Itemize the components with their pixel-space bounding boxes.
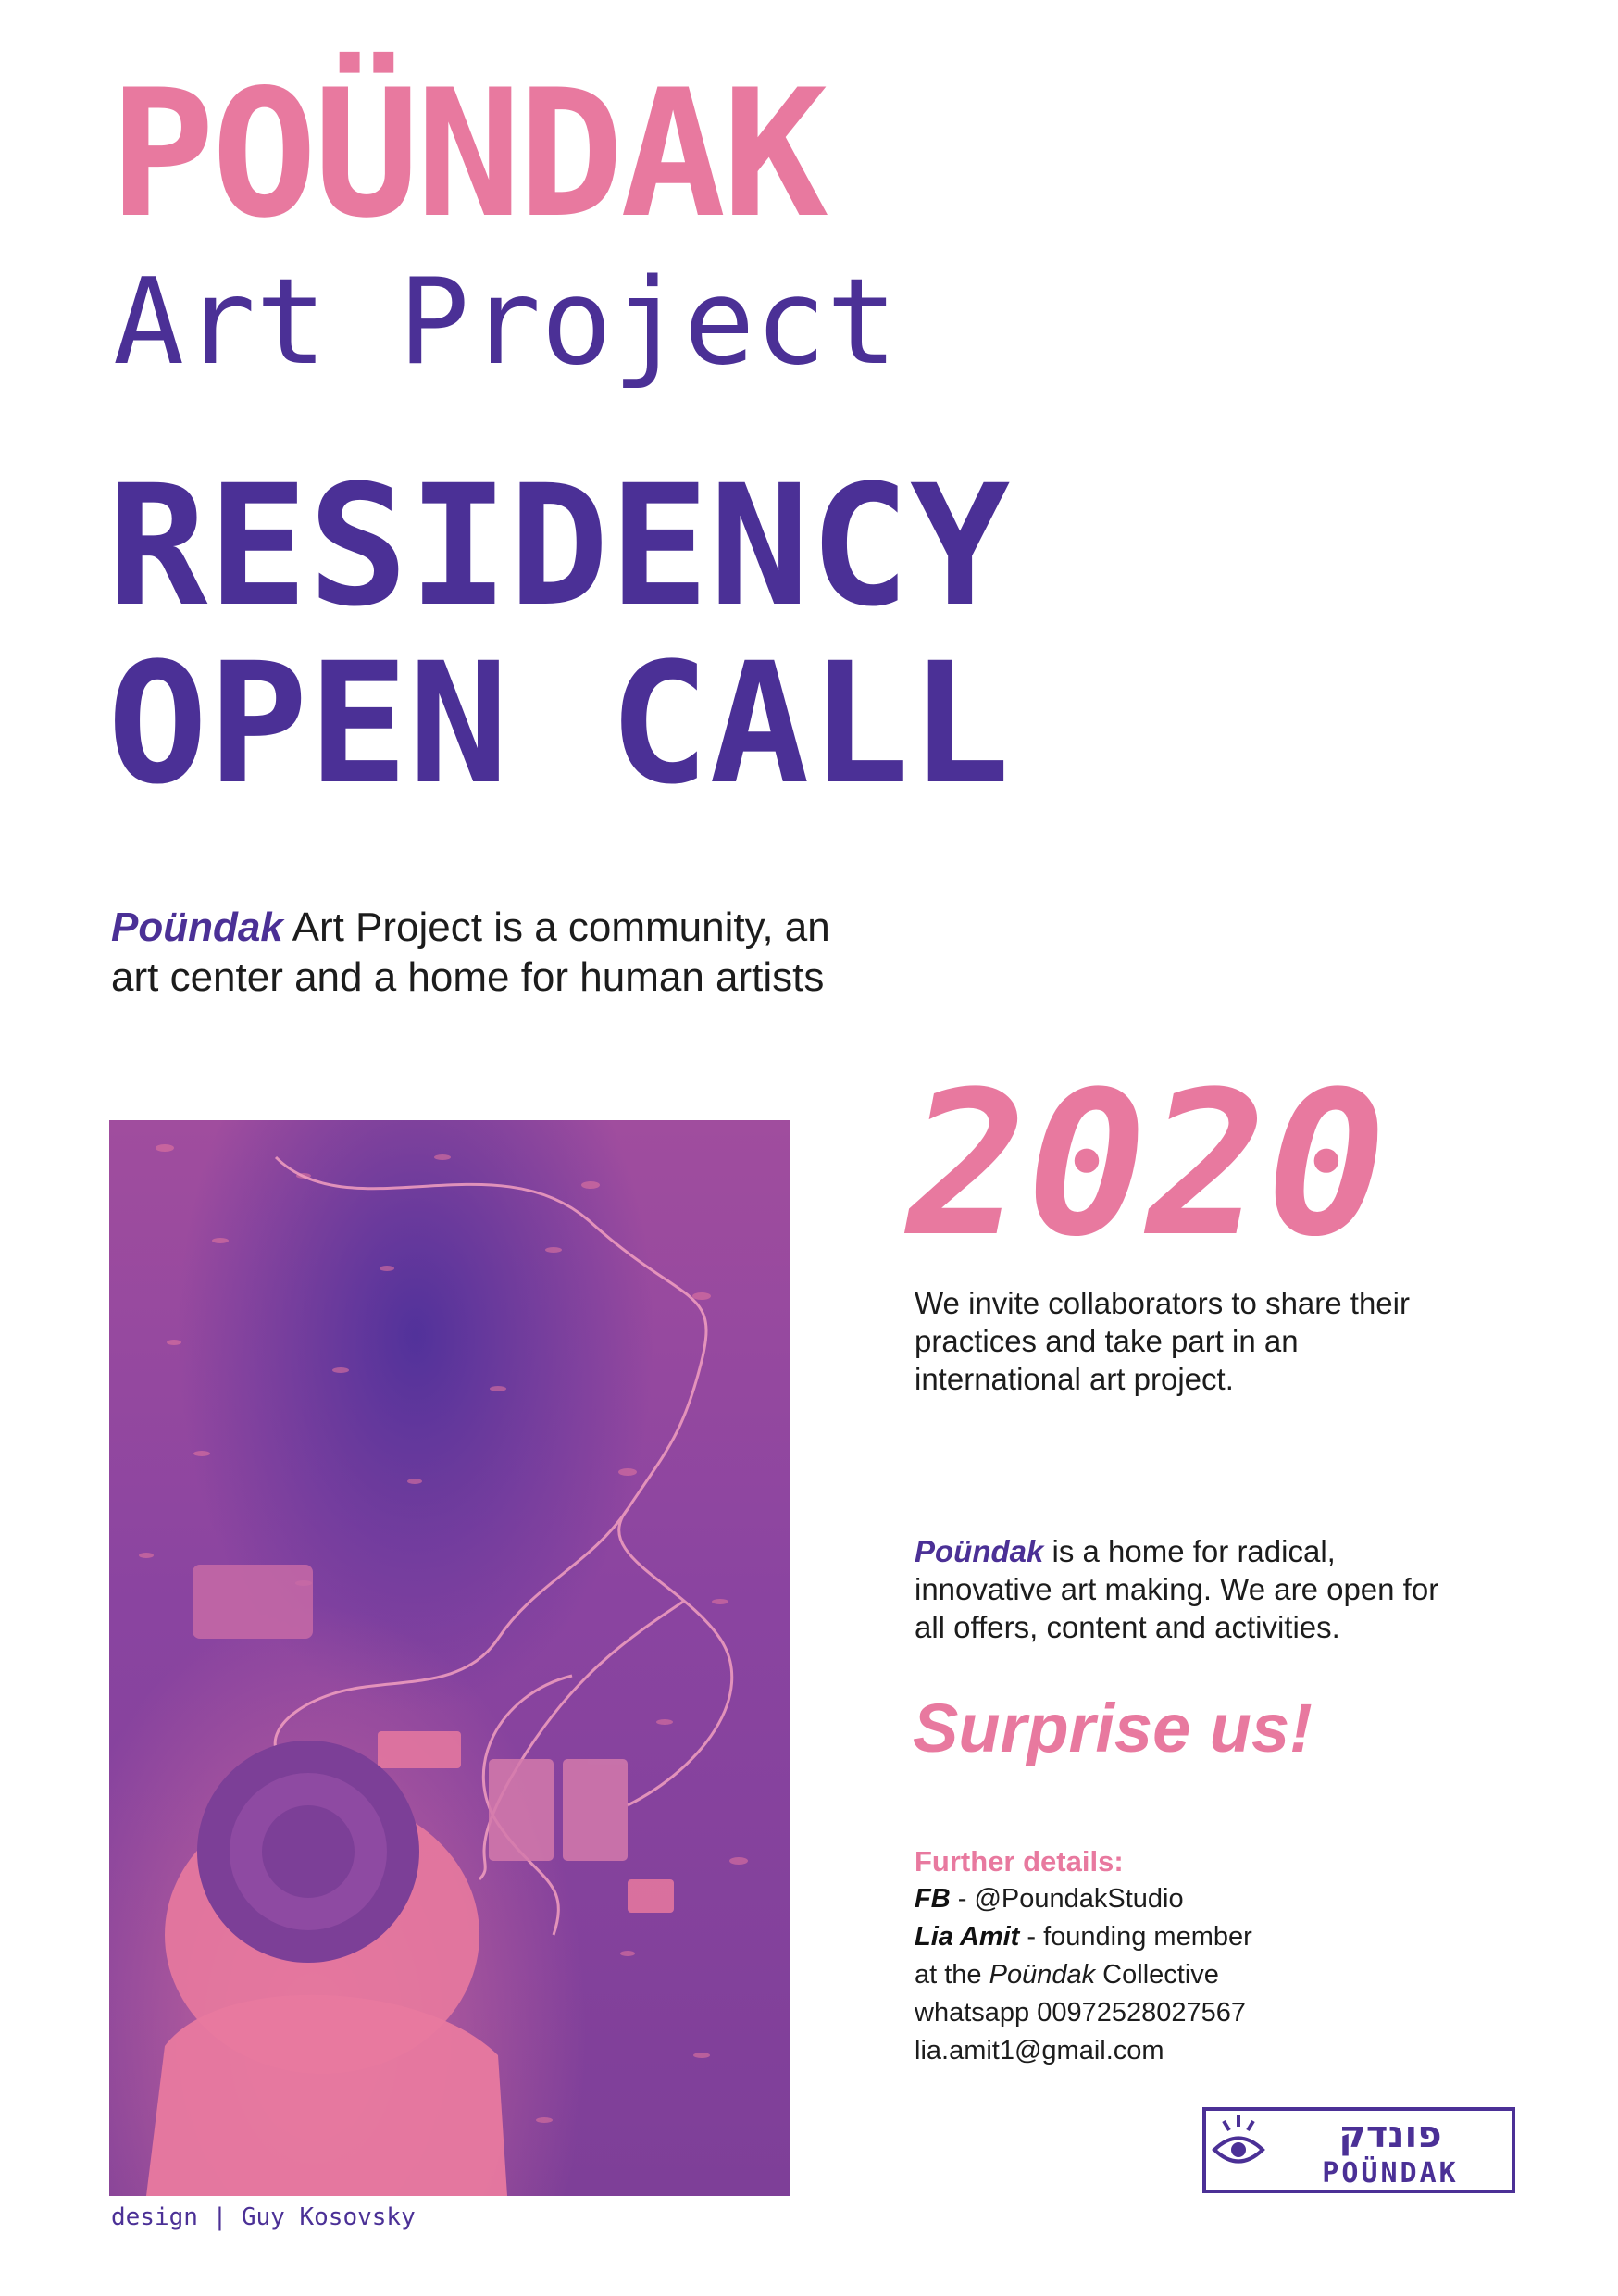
about-text: is a home for radical, innovative art making. We are open for all offers, content and activities.	[915, 1534, 1439, 1644]
headline	[107, 450, 1011, 821]
brand-subtitle: Art Project	[113, 254, 898, 392]
collective-prefix: at the	[915, 1960, 989, 1990]
contact-line	[915, 1918, 1433, 1956]
year: 2020	[907, 1048, 1387, 1280]
design-credit: design | Guy Kosovsky	[111, 2203, 416, 2231]
whatsapp-line[interactable]: whatsapp 00972528027567	[915, 1998, 1246, 2028]
headline-line-2: OPEN CALL	[107, 628, 1011, 821]
intro-brand: Poündak	[111, 905, 283, 950]
fb-value: - @PoundakStudio	[950, 1884, 1184, 1914]
collective-suffix: Collective	[1095, 1960, 1219, 1990]
details-heading: Further details:	[915, 1845, 1124, 1878]
fb-label: FB	[915, 1884, 951, 1914]
about-paragraph	[915, 1532, 1470, 1646]
intro-text: Art Project is a community, an art center and a home for human artists	[111, 905, 830, 1000]
contact-role: - founding member	[1019, 1922, 1252, 1952]
intro-paragraph	[111, 903, 833, 1003]
brand-title: POÜNDAK	[109, 52, 825, 256]
about-brand: Poündak	[915, 1534, 1044, 1568]
email-line[interactable]: lia.amit1@gmail.com	[915, 2036, 1164, 2065]
headline-line-1: RESIDENCY	[107, 450, 1011, 643]
collective-line	[915, 1956, 1433, 1994]
fb-line	[915, 1880, 1433, 1918]
contact-details	[915, 1842, 1433, 2070]
invite-paragraph: We invite collaborators to share their practices and take part in an international art project.	[915, 1286, 1410, 1396]
residency-photo	[109, 1120, 790, 2196]
poundak-logo	[1201, 2106, 1516, 2194]
surprise-tagline: Surprise us!	[913, 1690, 1313, 1766]
collective-brand: Poündak	[989, 1960, 1096, 1990]
logo-latin: POÜNDAK	[1322, 2157, 1459, 2190]
logo-hebrew: פונדק	[1338, 2114, 1442, 2156]
contact-name: Lia Amit	[915, 1922, 1020, 1952]
